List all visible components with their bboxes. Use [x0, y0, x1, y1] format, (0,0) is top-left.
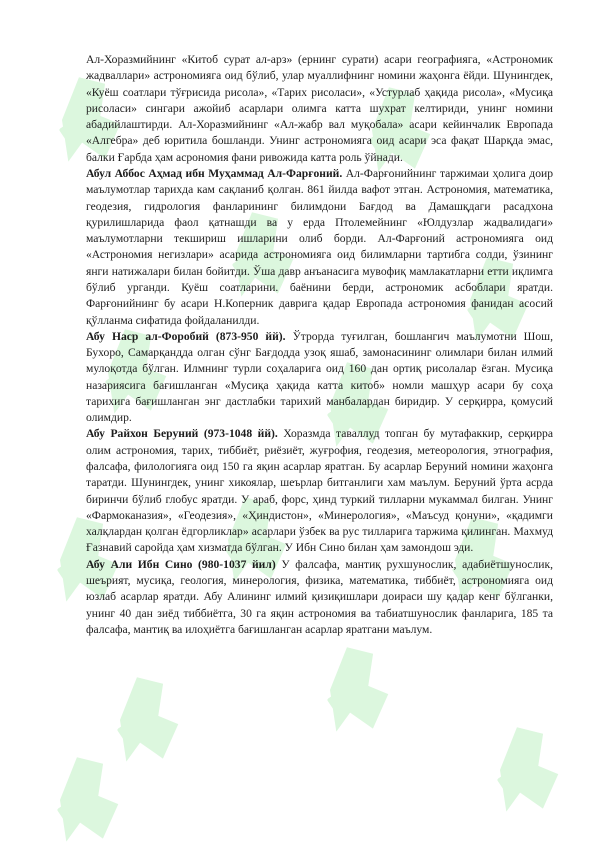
paragraph-heading: Абу Али Ибн Сино (980-1037 йил) [86, 557, 276, 571]
paragraph-al-farghani [86, 166, 553, 329]
paragraph-text: Хоразмда таваллуд топган бу мутафаккир, серқирра олим астрономия, тарих, тиббиёт, риёзиёт, жуғрофия, геодезия, метеорология, этнография, фалсафа, филологияга оид 150 га яқин асарлар яратган. Бу асарлар Беруний номини жаҳонга таратди. Шунингдек, унинг хикоялар, шеърлар битганлиги хам маълум. Беруний ўрта асрда биринчи бўлиб глобус яратди. У араб, форс, ҳинд туркий тилларни мукаммал билган. Унинг «Фармоканазия», «Геодезия», «Ҳиндистон», «Минерология», «Маъсуд қонуни», «қадимги халқлардан қолган ёдгорликлар» асарлари ўзбек ва рус тилларига таржима қилинган. Махмуд Ғазнавий саройда ҳам хизматда бўлган. У Ибн Сино билан ҳам замондош эди. [86, 427, 553, 555]
paragraph-heading: Абу Райхон Беруний (973-1048 йй). [86, 427, 278, 441]
paragraph-al-khwarizmi-works [86, 52, 553, 166]
paragraph-text: Ўтрорда туғилган, бошлангич маълумотни Шош, Бухоро, Самарқандда олган сўнг Бағдодда узоқ яшаб, замонасининг олимлари билан илмий мулоқотда бўлган. Илмнинг турли соҳаларига оид 160 дан ортиқ рисолалар ёзган. Мусиқа назариясига бағишланган «Мусиқа ҳақида катта китоб» номли машҳур асари бу соҳа тарихига бағишланган энг дастлабки тарихий манбалардан биридир. У серқирра, қомусий олимдир. [86, 329, 554, 425]
paragraph-al-farabi [86, 329, 553, 427]
paragraph-text: Ал-Хоразмийнинг «Китоб сурат ал-арз» (ернинг сурати) асари географияга, «Астрономик жадваллари» астрономияга оид бўлиб, улар муаллифнинг номини жаҳонга ёйди. Шунингдек, «Куёш соатлари тўғрисида рисола», «Тарих рисоласи», «Устурлаб ҳақида рисола», «Мусиқа рисоласи» сингари ажойиб асарлари олимга катта шухрат келтириди, унинг номини абадийлаштирди. Ал-Хоразмийнинг «Ал-жабр вал муқобала» асари кейинчалик Европада «Алгебра» деб юритила бошланди. Унинг астрономияга оид асари эса фақат Шарқда эмас, балки Ғарбда ҳам асрономия фани ривожида катта роль ўйнади. [86, 53, 553, 164]
paragraph-ibn-sina [86, 557, 553, 638]
paragraph-text: У фалсафа, мантиқ рухшунослик, адабиётшуноcлик, шеърият, мусиқа, геология, минерология, физика, математика, тиббиёт, астрономияга оид юзлаб асарлар яратди. Абу Алининг илмий қизиқишлари доираси шу қадар кенг бўлганки, унинг 40 дан зиёд тиббиётга, 30 га яқин астрономия ва табиатшуноcлик фанларига, 185 та фалсафа, мантиқ ва илоҳиётга бағишланган асарлар яратгани маълум. [86, 557, 553, 636]
paragraph-al-biruni [86, 426, 553, 556]
paragraph-heading: Абу Наср ал-Форобий (873-950 йй). [86, 329, 286, 343]
paragraph-text: Ал-Фарғонийнинг таржимаи ҳолига доир маълумотлар тарихда кам сақланиб қолган. 861 йилда вафот этган. Астрономия, математика, геодезия, гидрология фанларининг билимдони Бағдод ва Дамашқдаги расадхона қурилишларида фаол қатнашди ва у ерда Птолемейнинг «Юлдузлар жадвалидаги» маълумотларни текшириш ишларини олиб борди. Ал-Фарғоний астрономияга оид «Астрономия негизлари» асарида астрономияга оид билимларни тартибга солди, ўзининг янги натижалари билан бойитди. Ўша давр анъанасига мувофиқ мамлакатларни етти иқлимга бўлиб урганди. Куёш соатларини. баёнини берди, астрономик асбоблари яратди. Фарғонийнинг бу асари Н.Коперник даврига қадар Европада астрономия фанидан асосий қўлланма сифатида фойдаланилди. [86, 166, 553, 327]
document-body [86, 52, 553, 638]
paragraph-heading: Абул Аббос Аҳмад ибн Муҳаммад Ал-Фарғоний. [86, 166, 343, 180]
